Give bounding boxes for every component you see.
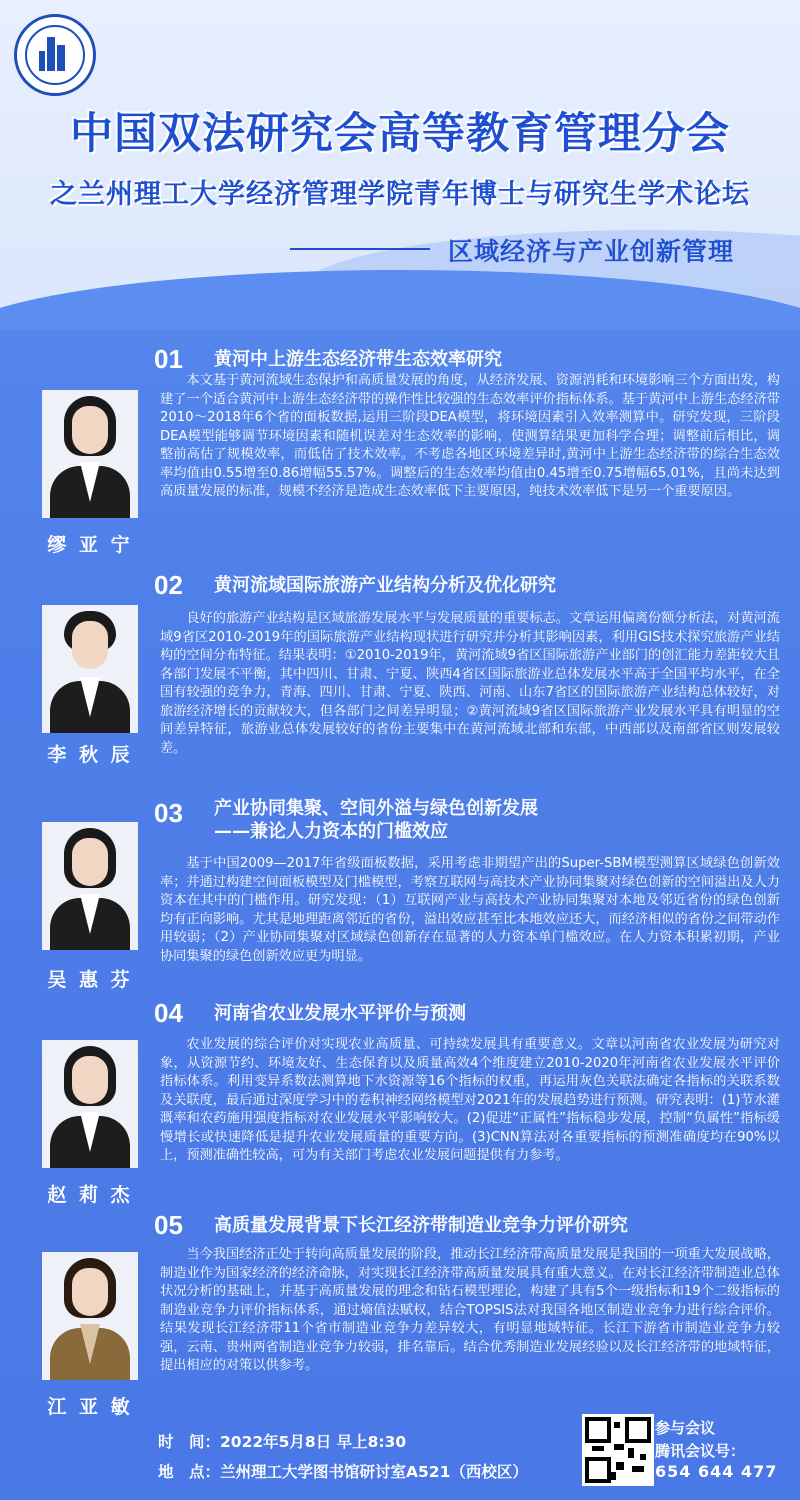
speaker-photo xyxy=(42,822,138,950)
section-abstract: 当今我国经济正处于转向高质量发展的阶段，推动长江经济带高质量发展是我国的一项重大发展战略，制造业作为国家经济的经济命脉，对实现长江经济带高质量发展具有重大意义。在对长江经济带制造业总体状况分析的基础上，并基于高质量发展的理念和钻石模型理论，构建了具有5个一级指标和19个二级指标的制造业竞争力评价指标体系，通过熵值法赋权，结合TOPSIS法对我国各地区制造业竞争力进行综合评价。结果发现长江经济带11个省市制造业竞争力差异较大，有明显地域特征。长江下游省市制造业竞争力较强，云南、贵州两省制造业竞争力较弱，排名靠后。结合优秀制造业发展经验以及长江经济带的地域特征，提出相应的对策以供参考。 xyxy=(160,1247,780,1373)
section-title: 黄河中上游生态经济带生态效率研究 xyxy=(214,349,502,370)
section-number: 03 xyxy=(154,798,183,828)
speaker-name: 吴 惠 芬 xyxy=(47,969,133,991)
meeting-id: 654 644 477 xyxy=(655,1462,778,1481)
subtitle: 区域经济与产业创新管理 xyxy=(448,237,735,266)
section-title: 黄河流域国际旅游产业结构分析及优化研究 xyxy=(214,575,556,596)
event-place: 地 点：兰州理工大学图书馆研讨室A521（西校区） xyxy=(158,1463,528,1481)
section-number: 04 xyxy=(154,998,183,1028)
speaker-photo xyxy=(42,1040,138,1168)
speaker-name: 缪 亚 宁 xyxy=(47,534,133,556)
speaker-photo xyxy=(42,390,138,518)
section-title: 产业协同集聚、空间外溢与绿色创新发展 xyxy=(214,798,538,819)
subtitle-rule xyxy=(290,248,430,250)
header-banner xyxy=(0,0,800,330)
section-subtitle: ——兼论人力资本的门槛效应 xyxy=(214,821,448,842)
speaker-name: 李 秋 辰 xyxy=(47,744,133,766)
main-title-line2: 之兰州理工大学经济管理学院青年博士与研究生学术论坛 xyxy=(50,179,750,210)
speaker-photo xyxy=(42,605,138,733)
section-number: 02 xyxy=(154,570,183,600)
join-label: 参与会议 xyxy=(655,1419,716,1437)
section-abstract: 良好的旅游产业结构是区域旅游发展水平与发展质量的重要标志。文章运用偏离份额分析法，对黄河流域9省区2010-2019年的国际旅游产业结构现状进行研究并分析其影响因素，利用GIS技术探究旅游产业结构的空间分布特征。结果表明：①2010-2019年，黄河流域9省区国际旅游产业部门的创汇能力差距较大且各部门发展不平衡，其中四川、甘肃、宁夏、陕西4省区国际旅游业总体发展水平高于全国平均水平，在全国有较强的竞争力，青海、四川、甘肃、宁夏、陕西、河南、山东7省区的国际旅游产业结构总体较好，对旅游经济增长的贡献较大，但各部门之间差异明显；②黄河流域9省区国际旅游产业发展水平具有明显的空间差异特征，旅游业总体发展较好的省份主要集中在黄河流域北部和东部，中西部以及南部省区则发展较差。 xyxy=(160,611,780,756)
meeting-label: 腾讯会议号： xyxy=(655,1442,746,1460)
section-abstract: 农业发展的综合评价对实现农业高质量、可持续发展具有重要意义。文章以河南省农业发展为研究对象，从资源节约、环境友好、生态保育以及质量高效4个维度建立2010-2020年河南省农业发展水平评价指标体系。利用变异系数法测算地下水资源等16个指标的权重，再运用灰色关联法确定各指标的关联系数及关联度，最后通过深度学习中的卷积神经网络模型对2021年的发展趋势进行预测。研究表明：(1)节水灌溉率和农药施用强度指标对农业发展水平影响较大。(2)促进“正属性”指标稳步发展，控制“负属性”指标缓慢增长或快速降低是提升农业发展质量的重要方向。(3)CNN算法对各重要指标的预测准确度均在90%以上，预测准确性较高，可为有关部门考虑农业发展问题提供有力参考。 xyxy=(160,1037,780,1163)
qr-code-icon[interactable] xyxy=(582,1414,654,1486)
speaker-name: 赵 莉 杰 xyxy=(47,1184,133,1206)
section-number: 05 xyxy=(154,1210,183,1240)
main-title: 中国双法研究会高等教育管理分会 xyxy=(70,109,730,159)
section-title: 河南省农业发展水平评价与预测 xyxy=(214,1003,466,1024)
university-logo-icon xyxy=(14,14,96,96)
section-number: 01 xyxy=(154,344,183,374)
speaker-name: 江 亚 敏 xyxy=(47,1396,133,1418)
section-abstract: 本文基于黄河流域生态保护和高质量发展的角度，从经济发展、资源消耗和环境影响三个方面出发，构建了一个适合黄河中上游生态经济带的操作性比较强的生态效率评价指标体系。基于黄河中上游生态经济带2010～2018年6个省的面板数据,运用三阶段DEA模型，将环境因素引入效率测算中。研究发现，三阶段DEA模型能够调节环境因素和随机误差对生态效率的影响，使测算结果更加科学合理；调整前后相比，调整前高估了规模效率，而低估了技术效率。不考虑各地区环境差异时,黄河中上游生态经济带的综合生态效率均值由0.55增至0.86增幅55.57%。调整后的生态效率均值由0.45增至0.75增幅65.01%，且尚未达到高质量发展的标准，规模不经济是造成生态效率低下主要原因，纯技术效率低下是另一个重要原因。 xyxy=(160,373,780,499)
section-title: 高质量发展背景下长江经济带制造业竞争力评价研究 xyxy=(214,1215,628,1236)
event-time: 时 间：2022年5月8日 早上8:30 xyxy=(158,1433,407,1451)
section-abstract: 基于中国2009—2017年省级面板数据，采用考虑非期望产出的Super-SBM模型测算区域绿色创新效率；并通过构建空间面板模型及门槛模型，考察互联网与高技术产业协同集聚对绿色创新的空间溢出及人力资本在其中的门槛作用。研究发现：（1）互联网产业与高技术产业协同集聚对本地及邻近省份的绿色创新均有正向影响。尤其是地理距离邻近的省份，溢出效应甚至比本地效应还大，而经济相似的省份之间带动作用较弱；（2）产业协同集聚对区域绿色创新存在显著的人力资本单门槛效应。在人力资本积累初期，产业协同集聚的绿色创新效应更为明显。 xyxy=(160,856,780,964)
speaker-photo xyxy=(42,1252,138,1380)
